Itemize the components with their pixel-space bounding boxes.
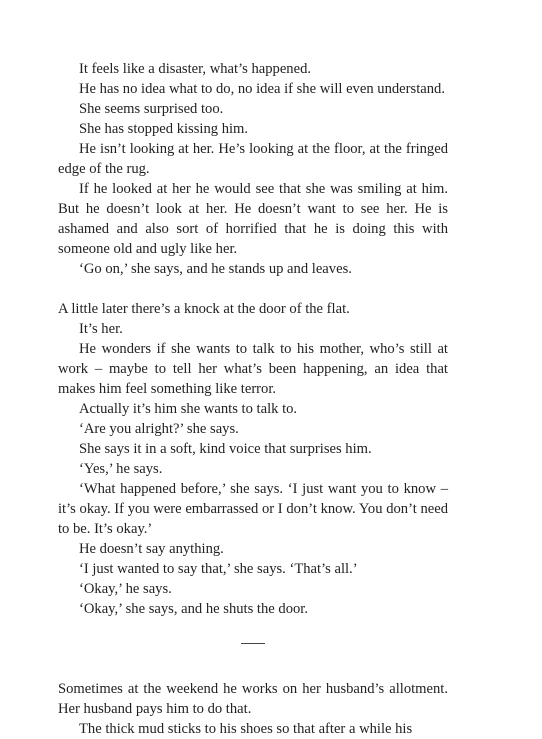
paragraph: ‘Okay,’ she says, and he shuts the door.: [79, 601, 308, 617]
paragraph: ‘Go on,’ she says, and he stands up and leaves.: [79, 261, 352, 277]
paragraph: He isn’t looking at her. He’s looking at the floor, at the fringed edge of the rug.: [58, 141, 448, 177]
paragraph: Actually it’s him she wants to talk to.: [79, 401, 298, 417]
paragraph: She says it in a soft, kind voice that surprises him.: [79, 441, 372, 457]
paragraph: It feels like a disaster, what’s happened.: [79, 61, 312, 77]
section-opening-paragraph: Sometimes at the weekend he works on her husband’s allotment. Her husband pays him to do that.: [58, 681, 448, 717]
paragraph: ‘Are you alright?’ she says.: [79, 421, 239, 437]
paragraph: ‘Okay,’ he says.: [79, 581, 172, 597]
paragraph: He has no idea what to do, no idea if she will even understand.: [79, 81, 445, 97]
section-opening-paragraph: A little later there’s a knock at the door of the flat.: [58, 301, 350, 317]
scene-break-rule: [241, 643, 265, 644]
paragraph: ‘I just wanted to say that,’ she says. ‘That’s all.’: [79, 561, 358, 577]
paragraph: He doesn’t say anything.: [79, 541, 224, 557]
paragraph: ‘Yes,’ he says.: [79, 461, 163, 477]
paragraph: If he looked at her he would see that she was smiling at him. But he doesn’t look at her. He doesn’t want to see her. He is ashamed and also sort of horrified that he is doing this with someone old and ugly like her.: [58, 181, 448, 257]
paragraph: She has stopped kissing him.: [79, 121, 249, 137]
paragraph: ‘What happened before,’ she says. ‘I just want you to know – it’s okay. If you were embarrassed or I don’t know. You don’t need to be. It’s okay.’: [58, 481, 448, 537]
paragraph: He wonders if she wants to talk to his mother, who’s still at work – maybe to tell her what’s been happening, an idea that makes him feel something like terror.: [58, 341, 448, 397]
paragraph: She seems surprised too.: [79, 101, 224, 117]
paragraph: The thick mud sticks to his shoes so that after a while his: [79, 721, 413, 737]
paragraph: It’s her.: [79, 321, 123, 337]
book-page: [58, 59, 448, 739]
